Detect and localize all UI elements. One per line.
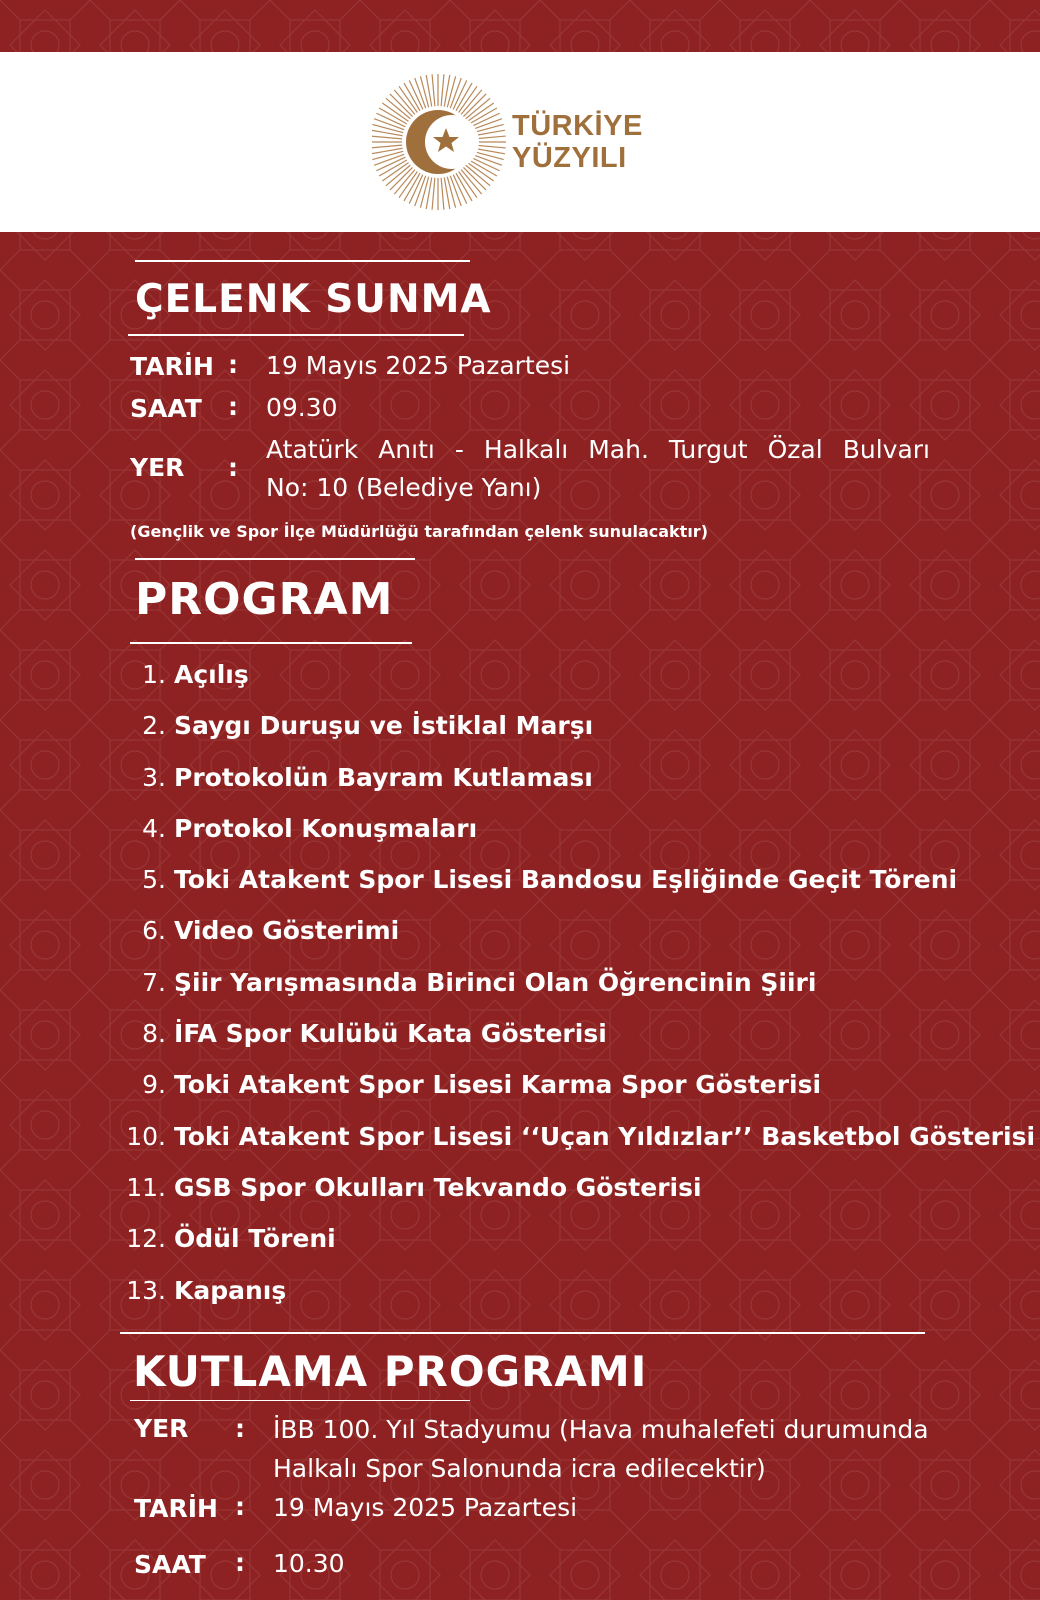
program-item-text: GSB Spor Okulları Tekvando Gösterisi [174, 1172, 702, 1202]
program-item [122, 1070, 1022, 1121]
program-item [122, 711, 1022, 762]
program-item [122, 1019, 1022, 1070]
logo-line-1: TÜRKİYE [512, 110, 643, 142]
program-item-text: Protokol Konuşmaları [174, 813, 478, 843]
program-item [122, 1173, 1022, 1224]
program-item-number: 5. [142, 865, 166, 895]
program-item [122, 763, 1022, 814]
program-item-number: 8. [142, 1019, 166, 1049]
program-item [122, 865, 1022, 916]
wreath-date-label: TARİH [130, 352, 214, 381]
colon: : [235, 1492, 245, 1521]
program-item-text: Video Gösterimi [174, 916, 400, 946]
program-item-number: 1. [142, 660, 166, 689]
colon: : [228, 350, 238, 379]
program-item-number: 3. [142, 762, 166, 792]
program-item-number: 10. [126, 1121, 166, 1151]
program-item-text: Şiir Yarışmasında Birinci Olan Öğrencinin Şiiri [174, 967, 817, 997]
program-item [122, 968, 1022, 1019]
program-item-text: Saygı Duruşu ve İstiklal Marşı [174, 711, 594, 741]
divider [120, 1332, 925, 1334]
divider [128, 334, 464, 336]
program-list [122, 660, 1036, 1327]
program-item [122, 1224, 1022, 1275]
program-item-number: 13. [126, 1275, 166, 1305]
program-item-number: 6. [142, 916, 166, 946]
celebration-place-line-2: Halkalı Spor Salonunda icra edilecektir) [273, 1454, 766, 1483]
program-item-number: 9. [142, 1070, 166, 1100]
celebration-time-value: 10.30 [273, 1549, 345, 1578]
program-item-text: Kapanış [174, 1275, 287, 1305]
turkiye-yuzyili-logo [372, 72, 672, 216]
colon: : [228, 453, 238, 482]
divider [130, 642, 412, 644]
program-section-title: PROGRAM [135, 574, 394, 625]
program-item-text: Toki Atakent Spor Lisesi Karma Spor Gösterisi [174, 1070, 822, 1100]
wreath-time-label: SAAT [130, 394, 202, 423]
colon: : [228, 392, 238, 421]
program-item-number: 4. [142, 813, 166, 843]
program-item [122, 916, 1022, 967]
program-item-text: Toki Atakent Spor Lisesi ‘‘Uçan Yıldızlar’’ Basketbol Gösterisi [174, 1121, 1036, 1151]
program-item-text: Protokolün Bayram Kutlaması [174, 762, 593, 792]
program-item-number: 11. [126, 1172, 166, 1202]
program-item [122, 814, 1022, 865]
wreath-date-value: 19 Mayıs 2025 Pazartesi [266, 351, 571, 380]
program-item-text: Açılış [174, 660, 249, 689]
sun-crescent-emblem-icon [372, 72, 512, 216]
logo-line-2: YÜZYILI [512, 142, 627, 174]
celebration-section-title: KUTLAMA PROGRAMI [133, 1347, 648, 1396]
divider [130, 1400, 470, 1401]
divider [135, 260, 470, 262]
program-item [122, 660, 1022, 711]
wreath-place-line-1: Atatürk Anıtı - Halkalı Mah. Turgut Özal Bulvarı [266, 435, 930, 464]
logo-wordmark [512, 110, 643, 174]
program-item-number: 12. [126, 1224, 166, 1254]
wreath-place-label: YER [130, 453, 185, 482]
program-item-number: 7. [142, 967, 166, 997]
program-item [122, 1121, 1036, 1173]
celebration-place-label: YER [134, 1414, 189, 1443]
wreath-place-line-2: No: 10 (Belediye Yanı) [266, 473, 542, 502]
colon: : [235, 1548, 245, 1577]
celebration-date-value: 19 Mayıs 2025 Pazartesi [273, 1493, 578, 1522]
wreath-note: (Gençlik ve Spor İlçe Müdürlüğü tarafından çelenk sunulacaktır) [130, 522, 708, 541]
program-item [122, 1276, 1022, 1327]
celebration-time-label: SAAT [134, 1550, 206, 1579]
program-item-text: Toki Atakent Spor Lisesi Bandosu Eşliğinde Geçit Töreni [174, 865, 958, 895]
colon: : [235, 1414, 245, 1443]
program-item-text: Ödül Töreni [174, 1224, 336, 1254]
divider [135, 558, 415, 560]
program-item-number: 2. [142, 711, 166, 741]
celebration-date-label: TARİH [134, 1494, 218, 1523]
wreath-section-title: ÇELENK SUNMA [135, 277, 492, 322]
program-item-text: İFA Spor Kulübü Kata Gösterisi [174, 1019, 607, 1049]
celebration-place-line-1: İBB 100. Yıl Stadyumu (Hava muhalefeti durumunda [273, 1415, 929, 1444]
wreath-time-value: 09.30 [266, 393, 338, 422]
